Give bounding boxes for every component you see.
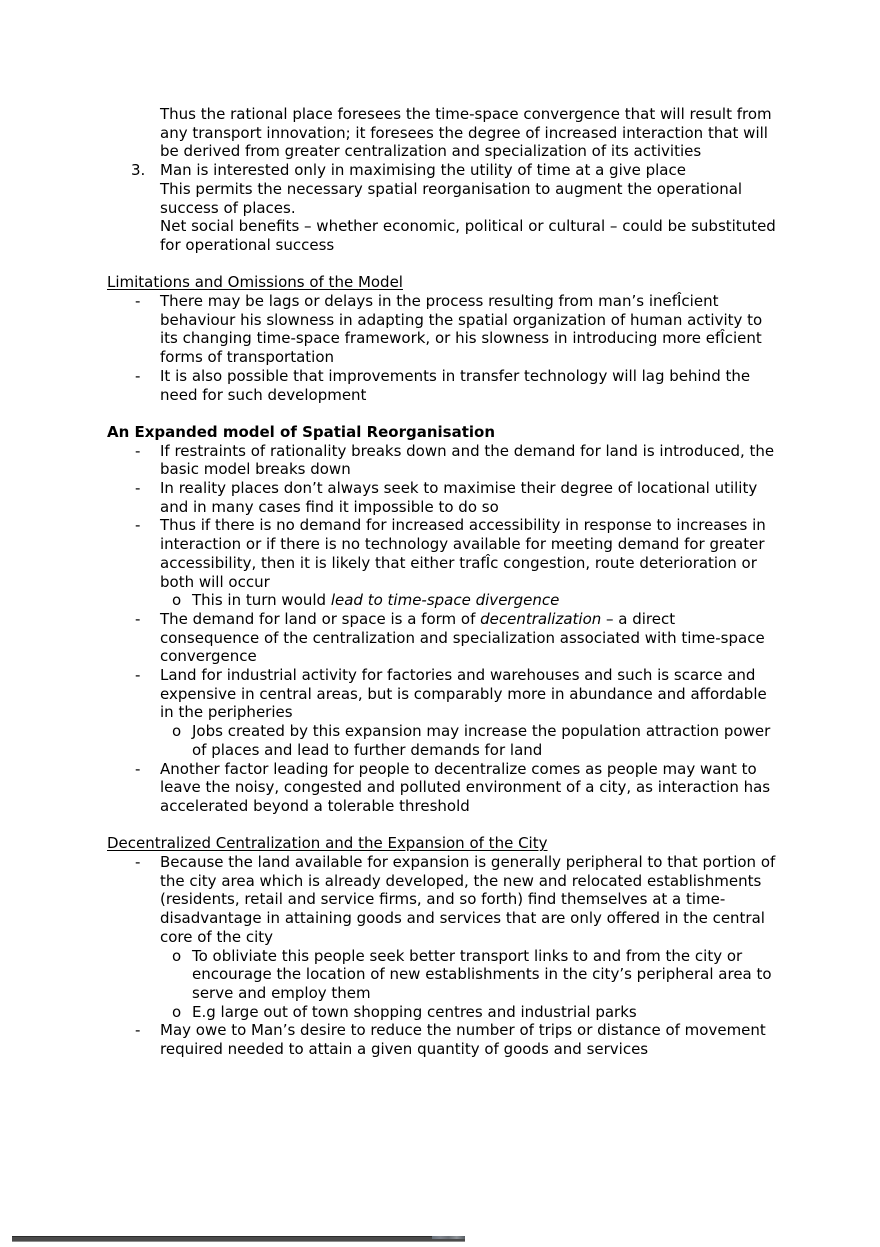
list-item-text: There may be lags or delays in the process resulting from man’s inefÎcient behaviour his slowness in adapting the spatial organization of human activity to its changing time-space framework, or his slowness in introducing more efÎcient forms of transportation [160,292,763,367]
heading-expanded-model: An Expanded model of Spatial Reorganisation [107,422,496,441]
heading-decentralized-centralization: Decentralized Centralization and the Expansion of the City [107,834,548,853]
list-marker: - [135,1021,141,1040]
page-bottom-edge-tint-artifact [432,1236,465,1239]
list-item-land-peripheral [107,853,779,947]
list-item-text: Man is interested only in maximising the utility of time at a give place [160,161,686,180]
list-item-lags-or-delays [107,292,779,367]
list-marker: - [135,516,141,535]
list-marker: - [135,292,141,311]
list-item-text: E.g large out of town shopping centres and industrial parks [192,1002,637,1021]
list-item-places-dont-maximise [107,479,779,516]
list-item-text: Thus if there is no demand for increased accessibility in response to increases in interaction or if there is no technology available for meeting demand for greater accessibility, then it is likely that either trafÎc congestion, route deterioration or both will occur [160,516,766,591]
list-marker: o [172,946,182,965]
list-item-industrial-land-scarce [107,666,779,722]
list-marker: o [172,722,182,741]
list-item-text: It is also possible that improvements in transfer technology will lag behind the need for such development [160,366,751,404]
list-item-text: Because the land available for expansion is generally peripheral to that portion of the city area which is already developed, the new and relocated establishments (residents, retail and service firms, and so forth) find themselves at a time-disadvantage in attaining goods and services that are only offered in the central core of the city [160,853,776,946]
list-marker: - [135,759,141,778]
list-marker: o [172,591,182,610]
emphasis-text: lead to time-space divergence [330,591,560,610]
document-body [107,105,779,1059]
paragraph-spatial-reorganisation: This permits the necessary spatial reorganisation to augment the operational success of places. [160,179,743,217]
list-item-reduce-trips [107,1021,779,1058]
list-marker: - [135,609,141,628]
list-item-text: Land for industrial activity for factories and warehouses and such is scarce and expensive in central areas, but is comparably more in abundance and affordable in the peripheries [160,666,767,722]
spacer-3 [107,816,779,835]
list-marker: - [135,441,141,460]
paragraph-net-social-benefits: Net social benefits – whether economic, political or cultural – could be substituted for operational success [160,217,776,254]
spacer-1 [107,255,779,274]
list-item-time-space-divergence [107,591,779,610]
paragraph-rational-place: Thus the rational place foresees the time-space convergence that will result from any transport innovation; it foresees the degree of increased interaction that will be derived from greater centralization and specialization of its activities [160,105,772,161]
spacer-2 [107,404,779,423]
list-item-better-transport-links [107,947,779,1003]
list-item-transfer-technology-lag [107,367,779,404]
list-item-text: Another factor leading for people to decentralize comes as people may want to leave the noisy, congested and polluted environment of a city, as interaction has accelerated beyond a tolerable threshold [160,759,771,815]
list-item-numbered-3 [107,161,779,180]
list-item-no-demand-accessibility [107,516,779,591]
emphasis-text: decentralization [480,609,602,628]
list-marker: - [135,853,141,872]
page-bottom-edge-artifact [12,1236,465,1242]
list-item-text: May owe to Man’s desire to reduce the number of trips or distance of movement required needed to attain a given quantity of goods and services [160,1021,766,1059]
list-item-jobs-created [107,722,779,759]
list-item-text: This in turn would lead to time-space divergence [192,591,560,610]
list-item-demand-for-land [107,610,779,666]
list-item-text: If restraints of rationality breaks down and the demand for land is introduced, the basic model breaks down [160,441,775,479]
list-marker: - [135,366,141,385]
list-item-text: To obliviate this people seek better transport links to and from the city or encourage the location of new establishments in the city’s peripheral area to serve and employ them [192,946,772,1002]
list-marker: - [135,479,141,498]
list-item-text: Jobs created by this expansion may increase the population attraction power of places and lead to further demands for land [192,722,771,759]
list-item-restraints-of-rationality [107,442,779,479]
list-item-another-factor-decentralize [107,760,779,816]
list-marker: o [172,1002,182,1021]
list-item-text: In reality places don’t always seek to maximise their degree of locational utility and in many cases find it impossible to do so [160,479,758,516]
list-item-text: The demand for land or space is a form of decentralization – a direct consequence of the centralization and specialization associated with time-space convergence [160,609,765,666]
heading-limitations-and-omissions: Limitations and Omissions of the Model [107,273,403,292]
list-marker: 3. [131,161,146,180]
list-item-out-of-town-shopping [107,1003,779,1022]
list-marker: - [135,666,141,685]
